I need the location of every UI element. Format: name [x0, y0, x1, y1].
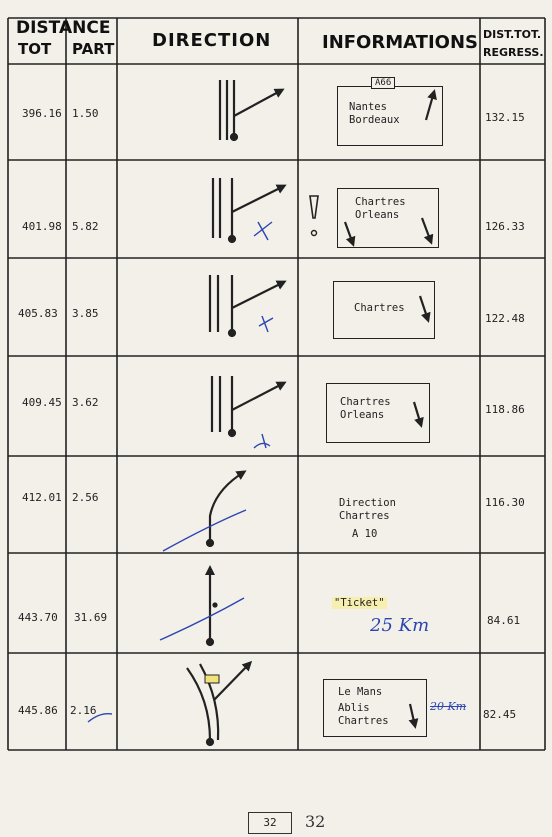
- row-5-part: 2.56: [72, 491, 99, 504]
- row-3-info-line-1: Chartres: [354, 302, 405, 314]
- header-regress: REGRESS.: [483, 46, 544, 59]
- header-part: PART: [72, 40, 115, 58]
- warning-exclamation-icon: [310, 196, 318, 236]
- row-4-regress: 118.86: [485, 403, 525, 416]
- row-1-part: 1.50: [72, 107, 99, 120]
- row-5-info-line-2: Chartres: [339, 510, 390, 522]
- row-5-tulip-icon: [207, 472, 244, 546]
- header-tot: TOT: [18, 40, 52, 58]
- row-7-yellow-marker: [205, 675, 219, 683]
- page-number-handwritten: 32: [305, 812, 326, 831]
- row-1-road-tag: A66: [371, 77, 395, 89]
- row-1-regress: 132.15: [485, 111, 525, 124]
- row-5-tot: 412.01: [22, 491, 62, 504]
- row-6-tulip-icon: [207, 568, 217, 645]
- row-7-regress: 82.45: [483, 708, 517, 721]
- row-4-tulip-icon: [212, 376, 284, 436]
- row-7-info-line-1: Le Mans: [338, 686, 383, 698]
- row-7-pen-mark-icon: [88, 714, 112, 722]
- row-6-regress: 84.61: [487, 614, 521, 627]
- row-4-part: 3.62: [72, 396, 99, 409]
- row-2-regress: 126.33: [485, 220, 525, 233]
- row-3-tot: 405.83: [18, 307, 58, 320]
- row-1-info-line-2: Bordeaux: [349, 114, 400, 126]
- row-2-part: 5.82: [72, 220, 99, 233]
- page-number-box: 32: [248, 812, 292, 834]
- row-3-pen-cross-icon: [259, 316, 273, 332]
- row-2-tot: 401.98: [22, 220, 62, 233]
- row-7-handwritten-note: 20 Km: [430, 700, 467, 713]
- row-5-regress: 116.30: [485, 496, 525, 509]
- row-2-pen-cross-icon: [254, 222, 272, 240]
- row-5-info-line-3: A 10: [352, 528, 378, 540]
- row-1-tot: 396.16: [22, 107, 62, 120]
- row-3-regress: 122.48: [485, 312, 525, 325]
- row-4-info-line-2: Orleans: [340, 409, 385, 421]
- row-6-part: 31.69: [74, 611, 108, 624]
- ticket-highlight: "Ticket": [334, 597, 385, 609]
- header-distance: DISTANCE: [16, 18, 111, 38]
- row-2-tulip-icon: [213, 178, 284, 242]
- row-5-info-line-1: Direction: [339, 497, 396, 509]
- row-7-sign-arrow-icon: [410, 704, 415, 726]
- row-2-sign-arrow-left-icon: [345, 222, 353, 244]
- row-4-info-line-1: Chartres: [340, 396, 391, 408]
- row-1-info-line-1: Nantes: [349, 101, 387, 113]
- row-2-info-line-2: Orleans: [355, 209, 400, 221]
- row-1-sign-arrow-icon: [426, 92, 434, 120]
- row-3-part: 3.85: [72, 307, 99, 320]
- row-4-sign-arrow-icon: [414, 402, 421, 425]
- row-2-info-line-1: Chartres: [355, 196, 406, 208]
- header-dist-tot: DIST.TOT.: [483, 28, 542, 41]
- row-2-sign-arrow-right-icon: [422, 218, 431, 242]
- row-7-tot: 445.86: [18, 704, 58, 717]
- row-3-sign-arrow-icon: [420, 296, 428, 320]
- row-3-tulip-icon: [210, 275, 284, 336]
- row-7-info-line-3: Chartres: [338, 715, 389, 727]
- row-1-tulip-icon: [220, 80, 282, 140]
- header-direction: DIRECTION: [152, 30, 272, 51]
- row-7-part: 2.16: [70, 704, 97, 717]
- row-6-handwritten-note: 25 Km: [370, 615, 430, 636]
- row-4-tot: 409.45: [22, 396, 62, 409]
- row-7-info-line-2: Ablis: [338, 702, 370, 714]
- row-6-pen-line-icon: [160, 598, 244, 640]
- row-4-pen-mark-icon: [254, 434, 270, 448]
- row-5-pen-line-icon: [163, 510, 246, 551]
- row-6-tot: 443.70: [18, 611, 58, 624]
- header-informations: INFORMATIONS: [322, 32, 478, 53]
